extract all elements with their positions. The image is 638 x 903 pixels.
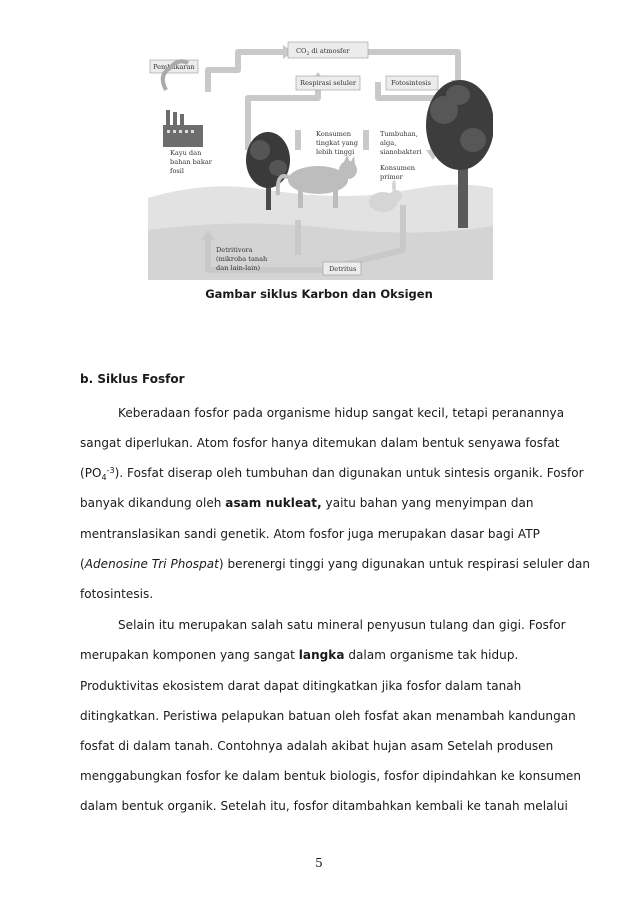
figure-caption: Gambar siklus Karbon dan Oksigen (205, 287, 433, 301)
para2-line4: ditingkatkan. Peristiwa pelapukan batuan oleh fosfat akan menambah kandungan (80, 709, 576, 723)
para2-line7: dalam bentuk organik. Setelah itu, fosfor ditambahkan kembali ke tanah melalui (80, 799, 568, 813)
para1-line2: sangat diperlukan. Atom fosfor hanya ditemukan dalam bentuk senyawa fosfat (80, 436, 560, 450)
para1-line4: banyak dikandung oleh asam nukleat, yaitu bahan yang menyimpan dan (80, 496, 534, 510)
svg-text:primer: primer (380, 173, 403, 181)
svg-text:Kayu dan: Kayu dan (170, 149, 202, 157)
svg-text:Fotosintesis: Fotosintesis (391, 79, 431, 87)
para1-line7: fotosintesis. (80, 587, 154, 601)
svg-text:(mikroba tanah: (mikroba tanah (216, 255, 268, 263)
para1-line6: (Adenosine Tri Phospat) berenergi tinggi yang digunakan untuk respirasi seluler dan (80, 557, 591, 571)
svg-text:lebih tinggi: lebih tinggi (316, 148, 355, 156)
para2-line1: Selain itu merupakan salah satu mineral penyusun tulang dan gigi. Fosfor (118, 618, 566, 632)
page-number: 5 (315, 856, 323, 870)
co2-atmosphere-box (288, 42, 368, 58)
svg-text:fosil: fosil (170, 167, 185, 175)
respirasi-box (296, 76, 360, 90)
svg-text:Respirasi seluler: Respirasi seluler (300, 79, 357, 87)
para1-line1: Keberadaan fosfor pada organisme hidup sangat kecil, tetapi peranannya (118, 406, 565, 420)
para2-line3: Produktivitas ekosistem darat dapat ditingkatkan jika fosfor dalam tanah (80, 679, 522, 693)
detritus-box (323, 262, 361, 275)
para2-line6: menggabungkan fosfor ke dalam bentuk biologis, fosfor dipindahkan ke konsumen (80, 769, 582, 783)
para1-line3: $(PO_4^{-3})$. Fosfat diserap oleh tumbuhan dan digunakan untuk sintesis organik. Fosfor (80, 466, 584, 482)
svg-text:bahan bakar: bahan bakar (170, 158, 212, 166)
fotosintesis-box (386, 76, 438, 90)
svg-text:dan lain-lain): dan lain-lain) (216, 264, 261, 272)
para2-line5: fosfat di dalam tanah. Contohnya adalah akibat hujan asam Setelah produsen (80, 739, 554, 753)
svg-text:sianobakteri: sianobakteri (380, 148, 422, 156)
para1-line5: mentranslasikan sandi genetik. Atom fosfor juga merupakan dasar bagi ATP (80, 527, 540, 541)
svg-text:Pembakaran: Pembakaran (153, 63, 195, 71)
svg-text:Tumbuhan,: Tumbuhan, (380, 130, 418, 138)
svg-text:alga,: alga, (380, 139, 397, 147)
carbon-cycle-diagram (148, 30, 493, 280)
svg-text:Detritus: Detritus (329, 265, 357, 273)
svg-text:Konsumen: Konsumen (380, 164, 415, 172)
svg-text:Detritivora: Detritivora (216, 246, 253, 254)
svg-text:CO2 di atmosfer: $CO_2$ di atmosfer (296, 47, 350, 57)
section-heading: b. Siklus Fosfor (80, 372, 185, 386)
svg-text:Konsumen: Konsumen (316, 130, 351, 138)
para2-line2: merupakan komponen yang sangat langka dalam organisme tak hidup. (80, 648, 519, 662)
svg-text:tingkat yang: tingkat yang (316, 139, 359, 147)
